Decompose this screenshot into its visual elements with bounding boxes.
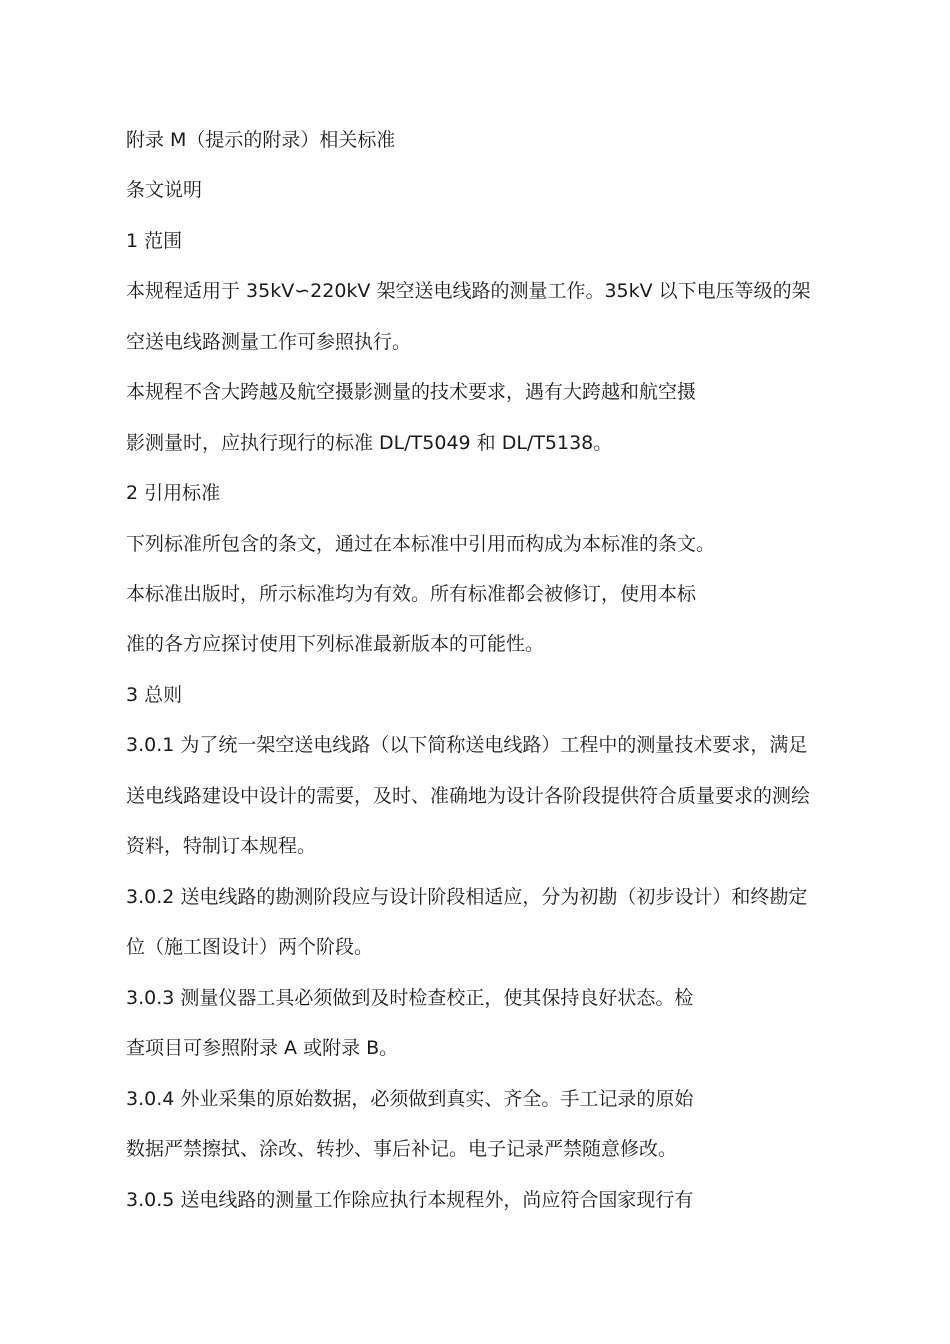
paragraph-line: 下列标准所包含的条文，通过在本标准中引用而构成为本标准的条文。 [126,533,716,555]
paragraph-line: 本标准出版时，所示标准均为有效。所有标准都会被修订，使用本标 [126,583,697,605]
clause-line: 查项目可参照附录 A 或附录 B。 [126,1037,399,1059]
paragraph-line: 本规程适用于 35kV∽220kV 架空送电线路的测量工作。35kV 以下电压等级的架 [126,280,811,302]
clause-line: 资料，特制订本规程。 [126,835,317,857]
paragraph-line: 影测量时，应执行现行的标准 DL/T5049 和 DL/T5138。 [126,432,613,454]
clause-line: 位（施工图设计）两个阶段。 [126,936,374,958]
clause-line: 3.0.4 外业采集的原始数据，必须做到真实、齐全。手工记录的原始 [126,1088,694,1110]
appendix-title: 附录 M（提示的附录）相关标准 [126,129,396,151]
clause-line: 3.0.5 送电线路的测量工作除应执行本规程外，尚应符合国家现行有 [126,1189,694,1211]
clause-line: 3.0.3 测量仪器工具必须做到及时检查校正，使其保持良好状态。检 [126,987,694,1009]
clause-line: 送电线路建设中设计的需要，及时、准确地为设计各阶段提供符合质量要求的测绘 [126,785,811,807]
section-heading-explanation: 条文说明 [126,179,203,201]
paragraph-line: 空送电线路测量工作可参照执行。 [126,331,412,353]
section-heading-references: 2 引用标准 [126,482,221,504]
paragraph-line: 本规程不含大跨越及航空摄影测量的技术要求，遇有大跨越和航空摄 [126,381,697,403]
section-heading-general: 3 总则 [126,684,183,706]
clause-line: 数据严禁擦拭、涂改、转抄、事后补记。电子记录严禁随意修改。 [126,1138,678,1160]
clause-line: 3.0.2 送电线路的勘测阶段应与设计阶段相适应，分为初勘（初步设计）和终勘定 [126,886,808,908]
paragraph-line: 准的各方应探讨使用下列标准最新版本的可能性。 [126,633,545,655]
clause-line: 3.0.1 为了统一架空送电线路（以下简称送电线路）工程中的测量技术要求，满足 [126,734,808,756]
section-heading-scope: 1 范围 [126,230,183,252]
